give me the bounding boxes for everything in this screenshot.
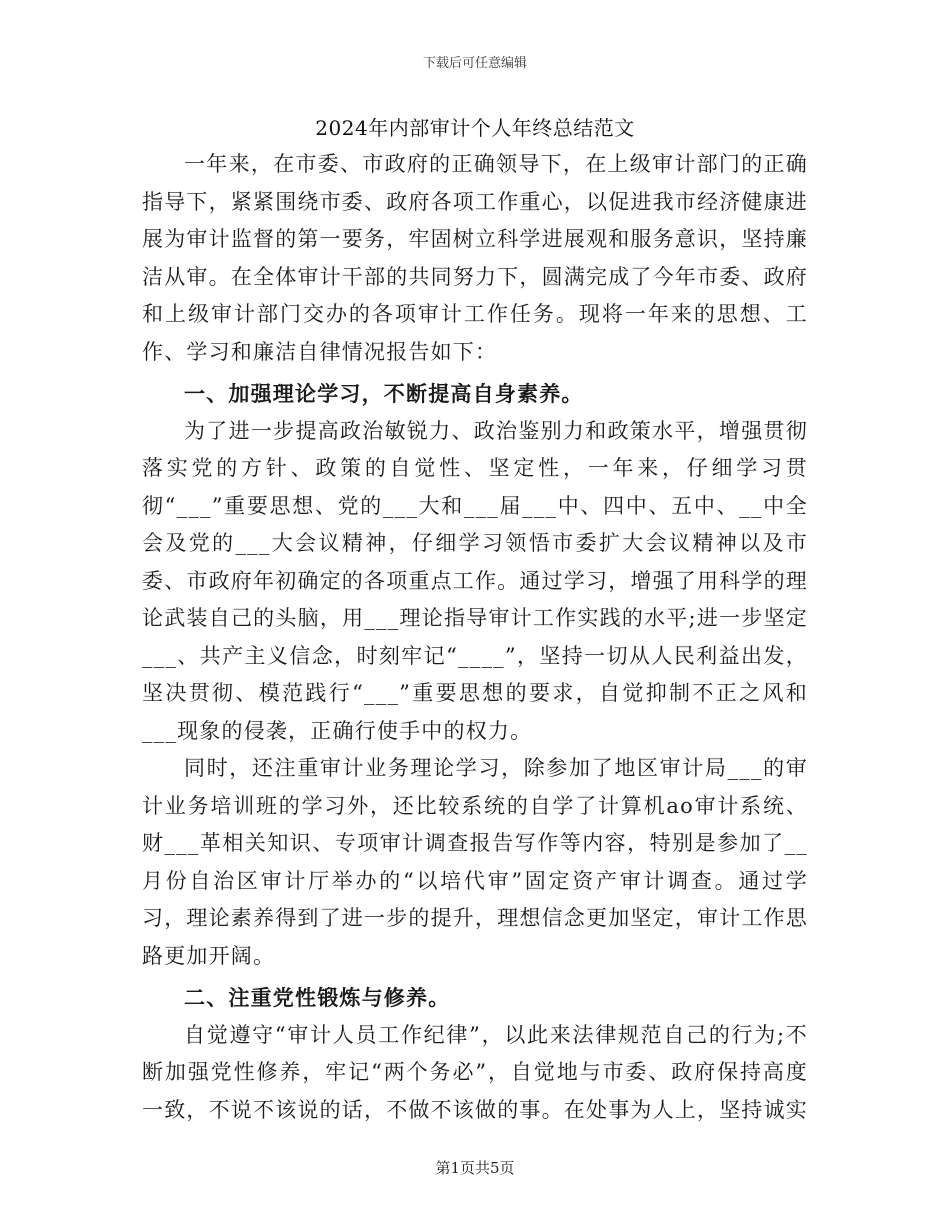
document-title: 2024年内部审计个人年终总结范文: [315, 116, 635, 140]
section-heading-1: 一、加强理论学习，不断提高自身素养。: [184, 381, 584, 406]
paragraph-audit-training: 同时，还注重审计业务理论学习，除参加了地区审计局___的审计业务培训班的学习外，还比较系统的自学了计算机ao审计系统、财___革相关知识、专项审计调查报告写作等内容，特别是参加了__月份自治区审计厅举办的“以培代审”固定资产审计调查。通过学习，理论素养得到了进一步的提升，理想信念更加坚定，审计工作思路更加开阔。: [142, 756, 808, 968]
paragraph-party-discipline: 自觉遵守“审计人员工作纪律”，以此来法律规范自己的行为;不断加强党性修养，牢记“两个务必”，自觉地与市委、政府保持高度一致，不说不该说的话，不做不该做的事。在处事为人上，坚持诚实: [142, 1022, 808, 1122]
paragraph-intro: 一年来，在市委、市政府的正确领导下，在上级审计部门的正确指导下，紧紧围绕市委、政府各项工作重心，以促进我市经济健康进展为审计监督的第一要务，牢固树立科学进展观和服务意识，坚持廉洁从审。在全体审计干部的共同努力下，圆满完成了今年市委、政府和上级审计部门交办的各项审计工作任务。现将一年来的思想、工作、学习和廉洁自律情况报告如下：: [142, 152, 808, 364]
page-number: 第1页共5页: [435, 1159, 515, 1177]
document-body: [142, 146, 808, 1129]
header-note: 下载后可任意编辑: [422, 56, 527, 71]
section-heading-2: 二、注重党性锻炼与修养。: [184, 985, 451, 1010]
paragraph-theory-study: 为了进一步提高政治敏锐力、政治鉴别力和政策水平，增强贯彻落实党的方针、政策的自觉性、坚定性，一年来，仔细学习贯彻“___”重要思想、党的___大和___届___中、四中、五中、__中全会及党的___大会议精神，仔细学习领悟市委扩大会议精神以及市委、市政府年初确定的各项重点工作。通过学习，增强了用科学的理论武装自己的头脑，用___理论指导审计工作实践的水平;进一步坚定___、共产主义信念，时刻牢记“____”，坚持一切从人民利益出发，坚决贯彻、模范践行“___”重要思想的要求，自觉抑制不正之风和___现象的侵袭，正确行使手中的权力。: [142, 418, 808, 743]
